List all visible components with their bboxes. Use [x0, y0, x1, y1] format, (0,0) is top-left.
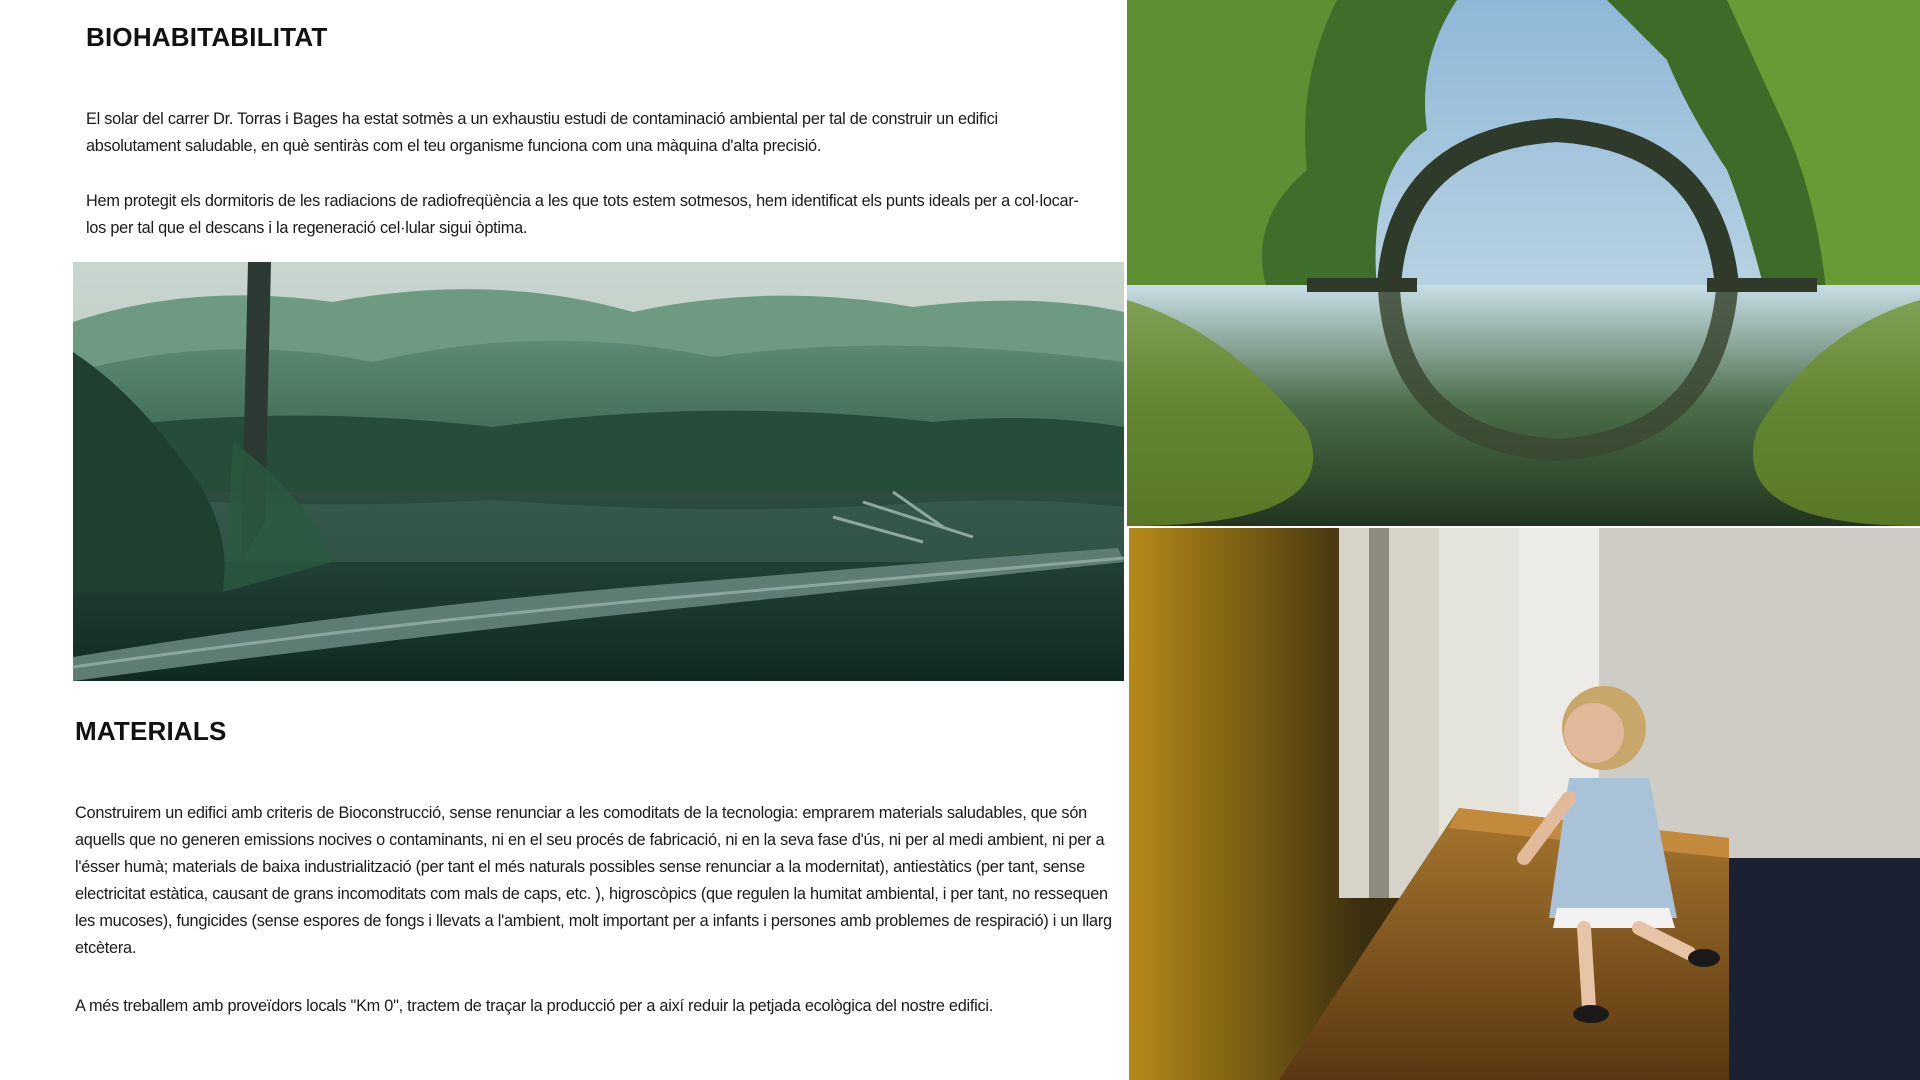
section-title-materials: MATERIALS — [75, 716, 227, 746]
child-at-window-illustration — [1129, 528, 1920, 1080]
arch-bridge-photo — [1127, 0, 1920, 526]
biohabitability-paragraph-2: Hem protegit els dormitoris de les radiacions de radiofreqüència a les que tots estem sotmesos, hem identificat els punts ideals per a col·locar-los per tal que el descans i la regeneració cel·lular sigui òptima. — [86, 192, 1079, 237]
section-title-biohabitability: BIOHABITABILITAT — [86, 22, 328, 52]
child-at-window-photo — [1129, 528, 1920, 1080]
forest-lake-photo — [73, 262, 1124, 681]
materials-paragraph-2: A més treballem amb proveïdors locals "Km 0", tractem de traçar la producció per a així reduir la petjada ecològica del nostre edifici. — [75, 997, 994, 1015]
materials-paragraph-1: Construirem un edifici amb criteris de Bioconstrucció, sense renunciar a les comoditats de la tecnologia: emprarem materials saludables, que són aquells que no generen emissions nocives o contaminants, ni en el seu procés de fabricació, ni en la seva fase d'ús, ni per al medi ambient, ni per a l'ésser humà; materials de baixa industrialització (per tant el més naturals possibles sense renunciar a la modernitat), antiestàtics (per tant, sense electricitat estàtica, causant de grans incomoditats com mals de caps, etc. ), higroscòpics (que regulen la humitat ambiental, i per tant, no ressequen les mucoses), fungicides (sense espores de fongs i llevats a l'ambient, molt important per a infants i persones amb problemes de respiració) i un llarg etcètera. — [75, 804, 1112, 957]
forest-lake-illustration — [73, 262, 1124, 681]
arch-bridge-illustration — [1127, 0, 1920, 526]
biohabitability-paragraph-1: El solar del carrer Dr. Torras i Bages ha estat sotmès a un exhaustiu estudi de contaminació ambiental per tal de construir un edifici absolutament saludable, en què sentiràs com el teu organisme funciona com una màquina d'alta precisió. — [86, 110, 998, 155]
